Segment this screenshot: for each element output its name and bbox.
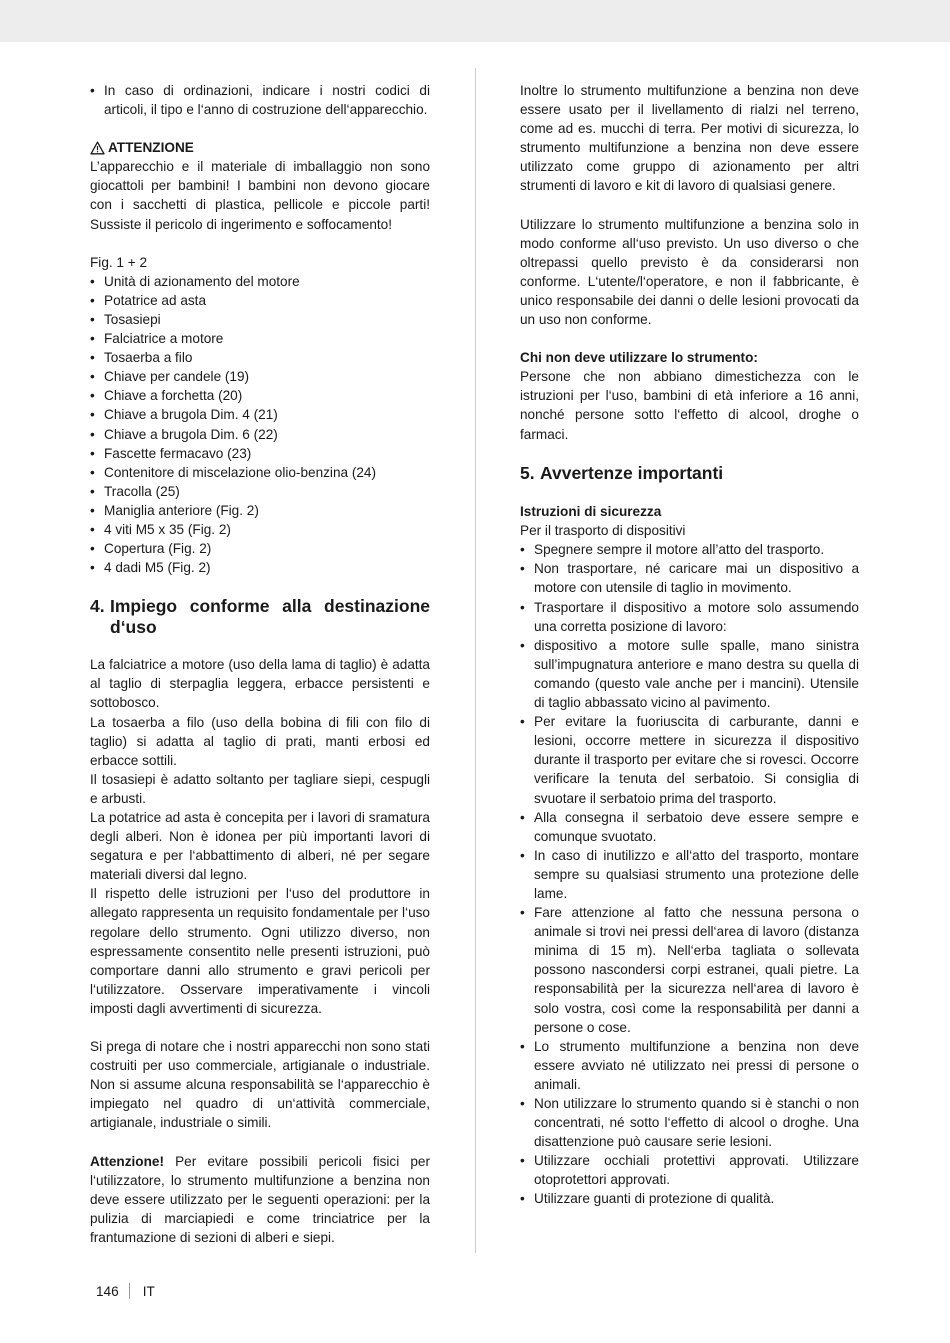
- list-item: [90, 291, 430, 310]
- list-item-text: Per evitare la fuoriuscita di carburante, danni e lesioni, occorre mettere in sicurezza il dispositivo durante il trasporto per evitare che si rovesci. Occorre verificare la tenuta del serbatoio. Si consiglia di svuotare il serbatoio prima del trasporto.: [534, 714, 859, 806]
- section-5-heading: [520, 463, 859, 484]
- bullet: •: [520, 714, 525, 730]
- list-item: [520, 1094, 859, 1151]
- list-item: [90, 501, 430, 520]
- list-item-text: Chiave a brugola Dim. 6 (22): [104, 426, 278, 442]
- list-item: [520, 712, 859, 807]
- list-item-text: Fascette fermacavo (23): [104, 445, 252, 461]
- section-number: 4.: [90, 596, 105, 617]
- section-title: Impiego conforme alla destinazione d‘uso: [110, 596, 430, 637]
- bullet: •: [90, 445, 95, 461]
- attention-paragraph: [90, 1152, 430, 1247]
- left-column: [90, 81, 430, 1247]
- bullet: •: [90, 311, 95, 327]
- list-item-text: Unità di azionamento del motore: [104, 273, 300, 289]
- paragraph: La tosaerba a filo (uso della bobina di fili con filo di taglio) si adatta al taglio di prati, manti erbosi ed erbacce sottili.: [90, 714, 430, 768]
- who-text: Persone che non abbiano dimestichezza con le istruzioni per l‘uso, bambini di età inferiore a 16 anni, nonché persone sotto l‘effetto di alcool, droghe o farmaci.: [520, 369, 859, 442]
- list-item: [520, 540, 859, 559]
- who-heading: Chi non deve utilizzare lo strumento:: [520, 350, 758, 366]
- list-item-text: Tosaerba a filo: [104, 350, 193, 366]
- bullet: •: [90, 83, 95, 98]
- bullet: •: [90, 521, 95, 537]
- bullet: •: [520, 599, 525, 615]
- bullet: •: [90, 426, 95, 442]
- attention-label: Attenzione!: [90, 1153, 165, 1169]
- list-item: [90, 444, 430, 463]
- bullet: •: [90, 388, 95, 404]
- language-code: IT: [142, 1283, 155, 1299]
- bullet: •: [90, 331, 95, 347]
- list-item: [520, 808, 859, 846]
- bullet: •: [90, 350, 95, 366]
- bullet: •: [90, 541, 95, 557]
- list-item-text: Spegnere sempre il motore all’atto del trasporto.: [534, 542, 825, 558]
- bullet: •: [520, 809, 525, 825]
- bullet: •: [90, 273, 95, 289]
- list-item-text: 4 dadi M5 (Fig. 2): [104, 560, 211, 576]
- list-item-text: Chiave a forchetta (20): [104, 388, 243, 404]
- list-item-text: In caso di inutilizzo e all‘atto del trasporto, montare sempre su qualsiasi strumento una protezione delle lame.: [534, 847, 859, 901]
- list-item: [90, 539, 430, 558]
- list-item: [520, 903, 859, 1037]
- paragraph: Il tosasiepi è adatto soltanto per tagliare siepi, cespugli e arbusti.: [90, 771, 430, 806]
- list-item-text: Contenitore di miscelazione olio-benzina (24): [104, 464, 377, 480]
- list-item: [520, 598, 859, 636]
- list-item-text: 4 viti M5 x 35 (Fig. 2): [104, 521, 231, 537]
- list-item: [520, 846, 859, 903]
- list-item: [90, 329, 430, 348]
- column-divider: [475, 68, 476, 1253]
- list-item-text: Chiave a brugola Dim. 4 (21): [104, 407, 278, 423]
- list-item: [90, 405, 430, 424]
- paragraph: Inoltre lo strumento multifunzione a benzina non deve essere usato per il livellamento di rialzi nel terreno, come ad es. mucchi di terra. Per motivi di sicurezza, lo strumento multifunzione a benzina non deve essere utilizzato come gruppo di azionamento per altri strumenti di lavoro e kit di lavoro di qualsiasi genere.: [520, 83, 859, 194]
- list-item-text: dispositivo a motore sulle spalle, mano sinistra sull’impugnatura anteriore e mano destra su quella di comando (questo vale anche per i mancini). Utensile di taglio abbassato vicino al pavimento.: [534, 637, 859, 711]
- section-4-heading: [90, 596, 430, 637]
- attention-text: Per evitare possibili pericoli fisici per l‘utilizzatore, lo strumento multifunzione a benzina non deve essere utilizzato per le seguenti operazioni: per la pulizia di marciapiedi e come trinciatrice per la frantumazione di sezioni di alberi e siepi.: [90, 1153, 430, 1245]
- list-item: [90, 272, 430, 291]
- list-item: [90, 558, 430, 577]
- bullet: •: [90, 560, 95, 576]
- list-item: [90, 463, 430, 482]
- list-item-text: Falciatrice a motore: [104, 331, 224, 347]
- intro-bullet-text: In caso di ordinazioni, indicare i nostri codici di articoli, il tipo e l‘anno di costruzione dell‘apparecchio.: [104, 83, 430, 118]
- list-item: [520, 636, 859, 712]
- warning-text: L’apparecchio e il materiale di imballaggio non sono giocattoli per bambini! I bambini non devono giocare con i sacchetti di plastica, pellicole e piccole parti! Sussiste il pericolo di ingerimento e soffocamento!: [90, 159, 430, 232]
- warning-triangle-icon: [90, 141, 105, 155]
- safety-heading: Istruzioni di sicurezza: [520, 504, 662, 520]
- list-item: [90, 310, 430, 329]
- bullet: •: [520, 1191, 525, 1207]
- list-item: [90, 386, 430, 405]
- warning-title: ATTENZIONE: [108, 140, 194, 156]
- intro-list: [90, 81, 430, 119]
- right-column: [520, 81, 859, 1209]
- bullet: •: [90, 502, 95, 518]
- bullet: •: [520, 561, 525, 577]
- section-4-body: [90, 655, 430, 1018]
- list-item: [90, 482, 430, 501]
- bullet: •: [90, 407, 95, 423]
- paragraph: Utilizzare lo strumento multifunzione a benzina solo in modo conforme all‘uso previsto. Un uso diverso o che oltrepassi quello previsto è da considerarsi non conforme. L‘utente/l‘operatore, e non il fabbricante, è unico responsabile dei danni o delle lesioni provocati da un uso non conforme.: [520, 216, 859, 328]
- list-item-text: Chiave per candele (19): [104, 369, 250, 385]
- bullet: •: [520, 1096, 525, 1111]
- bullet: •: [520, 637, 525, 653]
- bullet: •: [90, 464, 95, 480]
- list-item-text: Non trasportare, né caricare mai un dispositivo a motore con utensile di taglio in movimento.: [534, 561, 859, 596]
- bullet: •: [520, 905, 525, 921]
- section-title: Avvertenze importanti: [540, 462, 724, 483]
- list-item-text: Copertura (Fig. 2): [104, 541, 212, 557]
- list-item: [90, 520, 430, 539]
- transport-label: Per il trasporto di dispositivi: [520, 523, 686, 539]
- page-number: 146: [96, 1283, 119, 1299]
- commercial-note: Si prega di notare che i nostri apparecchi non sono stati costruiti per uso commerciale, artigianale o industriale. Non si assume alcuna responsabilità se l‘apparecchio è impiegato nel quadro di un‘attività commerciale, artigianale, industriale o simili.: [90, 1039, 430, 1131]
- bullet: •: [520, 847, 525, 863]
- bullet: •: [90, 369, 95, 385]
- transport-list: [520, 540, 859, 1208]
- footer-separator: [129, 1283, 130, 1299]
- list-item-text: Utilizzare guanti di protezione di qualità.: [534, 1191, 775, 1207]
- bullet: •: [520, 1153, 525, 1169]
- list-item-text: Non utilizzare lo strumento quando si è stanchi o non concentrati, né sotto l‘effetto di alcool o droghe. Una disattenzione può causare serie lesioni.: [534, 1096, 859, 1150]
- list-item-text: Alla consegna il serbatoio deve essere sempre e comunque svuotato.: [534, 809, 859, 844]
- top-header-band: [0, 0, 950, 42]
- list-item-text: Maniglia anteriore (Fig. 2): [104, 502, 259, 518]
- list-item: [520, 559, 859, 597]
- list-item: [520, 1189, 859, 1208]
- list-item: [520, 1151, 859, 1189]
- bullet: •: [90, 483, 95, 499]
- paragraph: La falciatrice a motore (uso della lama di taglio) è adatta al taglio di sterpaglia leggera, erbacce persistenti e sottobosco.: [90, 657, 430, 711]
- list-item: [90, 367, 430, 386]
- bullet: •: [520, 542, 525, 558]
- bullet: •: [90, 292, 95, 308]
- list-item: [90, 425, 430, 444]
- list-item-text: Trasportare il dispositivo a motore solo assumendo una corretta posizione di lavoro:: [534, 599, 859, 634]
- list-item: [90, 348, 430, 367]
- section-number: 5.: [520, 462, 535, 483]
- list-item: [520, 1037, 859, 1094]
- list-item: [90, 81, 430, 119]
- parts-list: [90, 272, 430, 578]
- figure-label: Fig. 1 + 2: [90, 254, 148, 270]
- list-item-text: Potatrice ad asta: [104, 292, 207, 308]
- bullet: •: [520, 1038, 525, 1054]
- list-item-text: Tracolla (25): [104, 483, 180, 499]
- paragraph: La potatrice ad asta è concepita per i lavori di sramatura degli alberi. Non è idonea per più importanti lavori di segatura e per l‘abbattimento di alberi, né per segare materiali diversi dal legno.: [90, 810, 430, 883]
- list-item-text: Lo strumento multifunzione a benzina non deve essere avviato né utilizzato nei pressi di persone o animali.: [534, 1038, 859, 1092]
- page-footer: [96, 1283, 155, 1299]
- list-item-text: Fare attenzione al fatto che nessuna persona o animale si trovi nei pressi dell‘area di lavoro (distanza minima di 15 m). Nell‘erba tagliata o sollevata possono nascondersi corpi estranei, quali pietre. La responsabilità per la sicurezza nell‘area di lavoro è solo vostra, così come la responsabilità per danni a persone o cose.: [534, 905, 859, 1035]
- list-item-text: Utilizzare occhiali protettivi approvati. Utilizzare otoprotettori approvati.: [534, 1153, 859, 1188]
- paragraph: Il rispetto delle istruzioni per l‘uso del produttore in allegato rappresenta un requisito fondamentale per l‘uso regolare dello strumento. Ogni utilizzo diverso, non espressamente consentito nelle presenti istruzioni, può comportare danni allo strumento e gravi pericoli per l‘utilizzatore. Osservare imperativamente i vincoli imposti dagli avvertimenti di sicurezza.: [90, 886, 430, 1016]
- warning-heading: [90, 138, 430, 157]
- list-item-text: Tosasiepi: [104, 311, 161, 327]
